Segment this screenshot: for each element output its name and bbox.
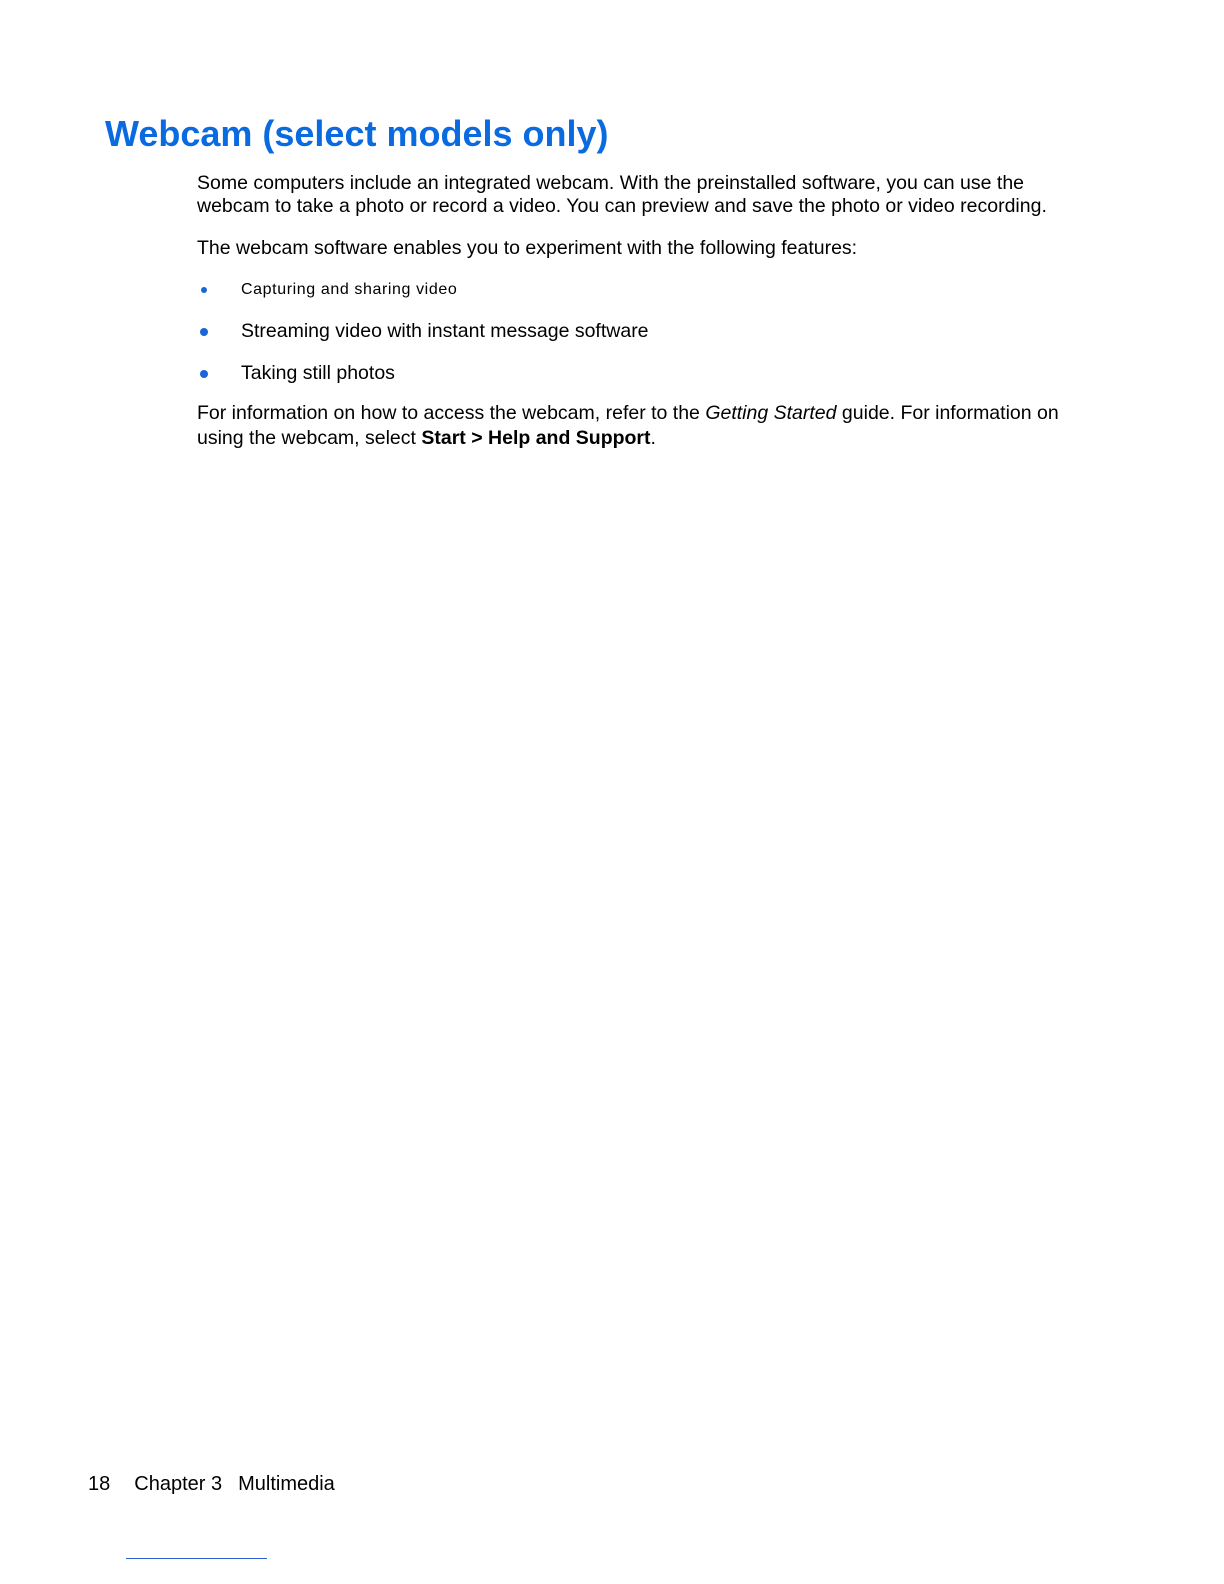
bullet-icon [201,287,207,293]
info-paragraph [197,401,1097,451]
chapter-title: Multimedia [238,1473,335,1495]
list-item [197,278,1097,301]
features-intro-paragraph: The webcam software enables you to experiment with the following features: [197,237,858,259]
list-item [197,320,1097,343]
list-item-text: Capturing and sharing video [241,281,458,298]
section-body [197,172,1097,451]
info-text-1: For information on how to access the webcam, refer to the [197,402,706,424]
page-number: 18 [88,1473,111,1495]
page-footer [88,1472,335,1496]
info-text-3: . [650,427,656,449]
section-heading: Webcam (select models only) [105,113,609,154]
menu-path: Start > Help and Support [421,427,651,449]
list-item-text: Streaming video with instant message software [241,320,649,342]
footer-rule [126,1558,267,1559]
feature-list [197,278,1097,385]
intro-paragraph: Some computers include an integrated webcam. With the preinstalled software, you can use the webcam to take a photo or record a video. You can preview and save the photo or video recording. [197,172,1047,217]
bullet-icon [200,370,208,378]
bullet-icon [200,328,208,336]
chapter-label: Chapter 3 [134,1473,223,1495]
list-item-text: Taking still photos [241,362,395,384]
list-item [197,362,1097,385]
guide-title: Getting Started [705,402,837,424]
info-text-2: guide. For information on using the webcam, select [197,402,1059,449]
